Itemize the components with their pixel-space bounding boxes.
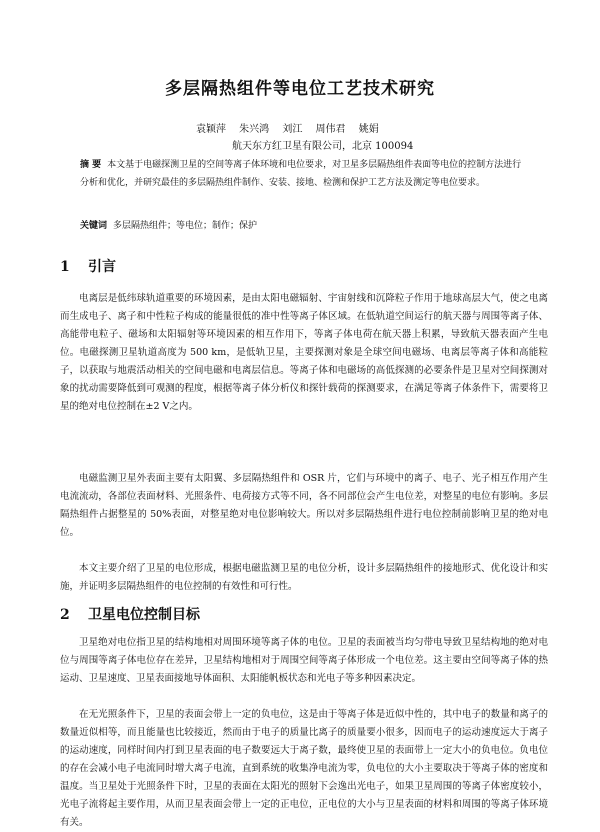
abstract (80, 156, 528, 192)
paragraph: 本文主要介绍了卫星的电位形成，根据电磁监测卫星的电位分析，设计多层隔热组件的接地形式、优化设计和实施，并证明多层隔热组件的电位控制的有效性和可行性。 (60, 563, 548, 592)
section-heading-introduction (60, 256, 116, 276)
paper-title: 多层隔热组件等电位工艺技术研究 (165, 79, 435, 99)
paragraph: 电磁监测卫星外表面主要有太阳翼、多层隔热组件和 OSR 片，它们与环境中的离子、电子、光子相互作用产生电流流动，各部位表面材料、光照条件、电荷接方式等不同，各不同部位会产生电位差，对整星的电位有影响。多层隔热组件占据整星的 50%表面，对整星绝对电位影响较大。所以对多层隔热组件进行电位控制前影响卫星的绝对电位。 (60, 473, 548, 538)
keywords (80, 218, 528, 231)
section-number: 2 (60, 607, 70, 623)
keywords-text: 多层隔热组件；等电位；制作；保护 (113, 221, 258, 231)
author-list: 袁颖萍 朱兴鸿 刘江 周伟君 姚娟 (196, 124, 379, 135)
abstract-label: 摘 要 (80, 160, 102, 170)
paragraph: 电离层是低纬球轨道重要的环境因素，是由太阳电磁辐射、宇宙射线和沉降粒子作用于地球高层大气，使之电离而生成电子、离子和中性粒子构成的能量很低的准中性等离子体区域。在低轨道空间运行的航天器与周围等离子体、高能带电粒子、磁场和太阳辐射等环境因素的相互作用下，等离子体电荷在航天器上积累，导致航天器表面产生电位。电磁探测卫星轨道高度为 500 km，是低轨卫星，主要探测对象是全球空间电磁场、电离层等离子体和高能粒子，以获取与地震活动相关的空间电磁和电离层信息。等离子体和电磁场的高低探测的必要条件是卫星对空间探测对象的扰动需要降低到可观测的程度，根据等离子体分析仪和探针载荷的探测要求，在满足等离子体条件下，需要将卫星的绝对电位控制在±2 V之内。 (60, 293, 548, 412)
abstract-text: 本文基于电磁探测卫星的空间等离子体环境和电位要求，对卫星多层隔热组件表面等电位的控制方法进行分析和优化，并研究最佳的多层隔热组件制作、安装、接地、检测和保护工艺方法及测定等电位要求。 (80, 160, 522, 188)
section-title: 卫星电位控制目标 (88, 607, 200, 623)
keywords-label: 关键词 (80, 221, 108, 231)
paragraph: 在无光照条件下，卫星的表面会带上一定的负电位，这是由于等离子体是近似中性的，其中电子的数量和离子的数量近似相等，而且能量也比较接近，然而由于电子的质量比离子的质量要小很多，因而电子的运动速度远大于离子的运动速度，同样时间内打到卫星表面的电子数要远大于离子数，最终使卫星的表面带上一定大小的负电位。负电位的存在会减小电子电流同时增大离子电流，直到系统的收集净电流为零，负电位的大小主要取决于等离子体的密度和温度。当卫星处于光照条件下时，卫星的表面在太阳光的照射下会逸出光电子，如果卫星周围的等离子体密度较小，光电子流将起主要作用，从而卫星表面会带上一定的正电位，正电位的大小与卫星表面的材料和周围的等离子体环境有关。 (60, 709, 548, 828)
section-title: 引言 (88, 259, 116, 275)
section-heading-potential-control (60, 604, 200, 624)
affiliation: 航天东方红卫星有限公司，北京 100094 (232, 141, 414, 152)
section-number: 1 (60, 259, 70, 275)
